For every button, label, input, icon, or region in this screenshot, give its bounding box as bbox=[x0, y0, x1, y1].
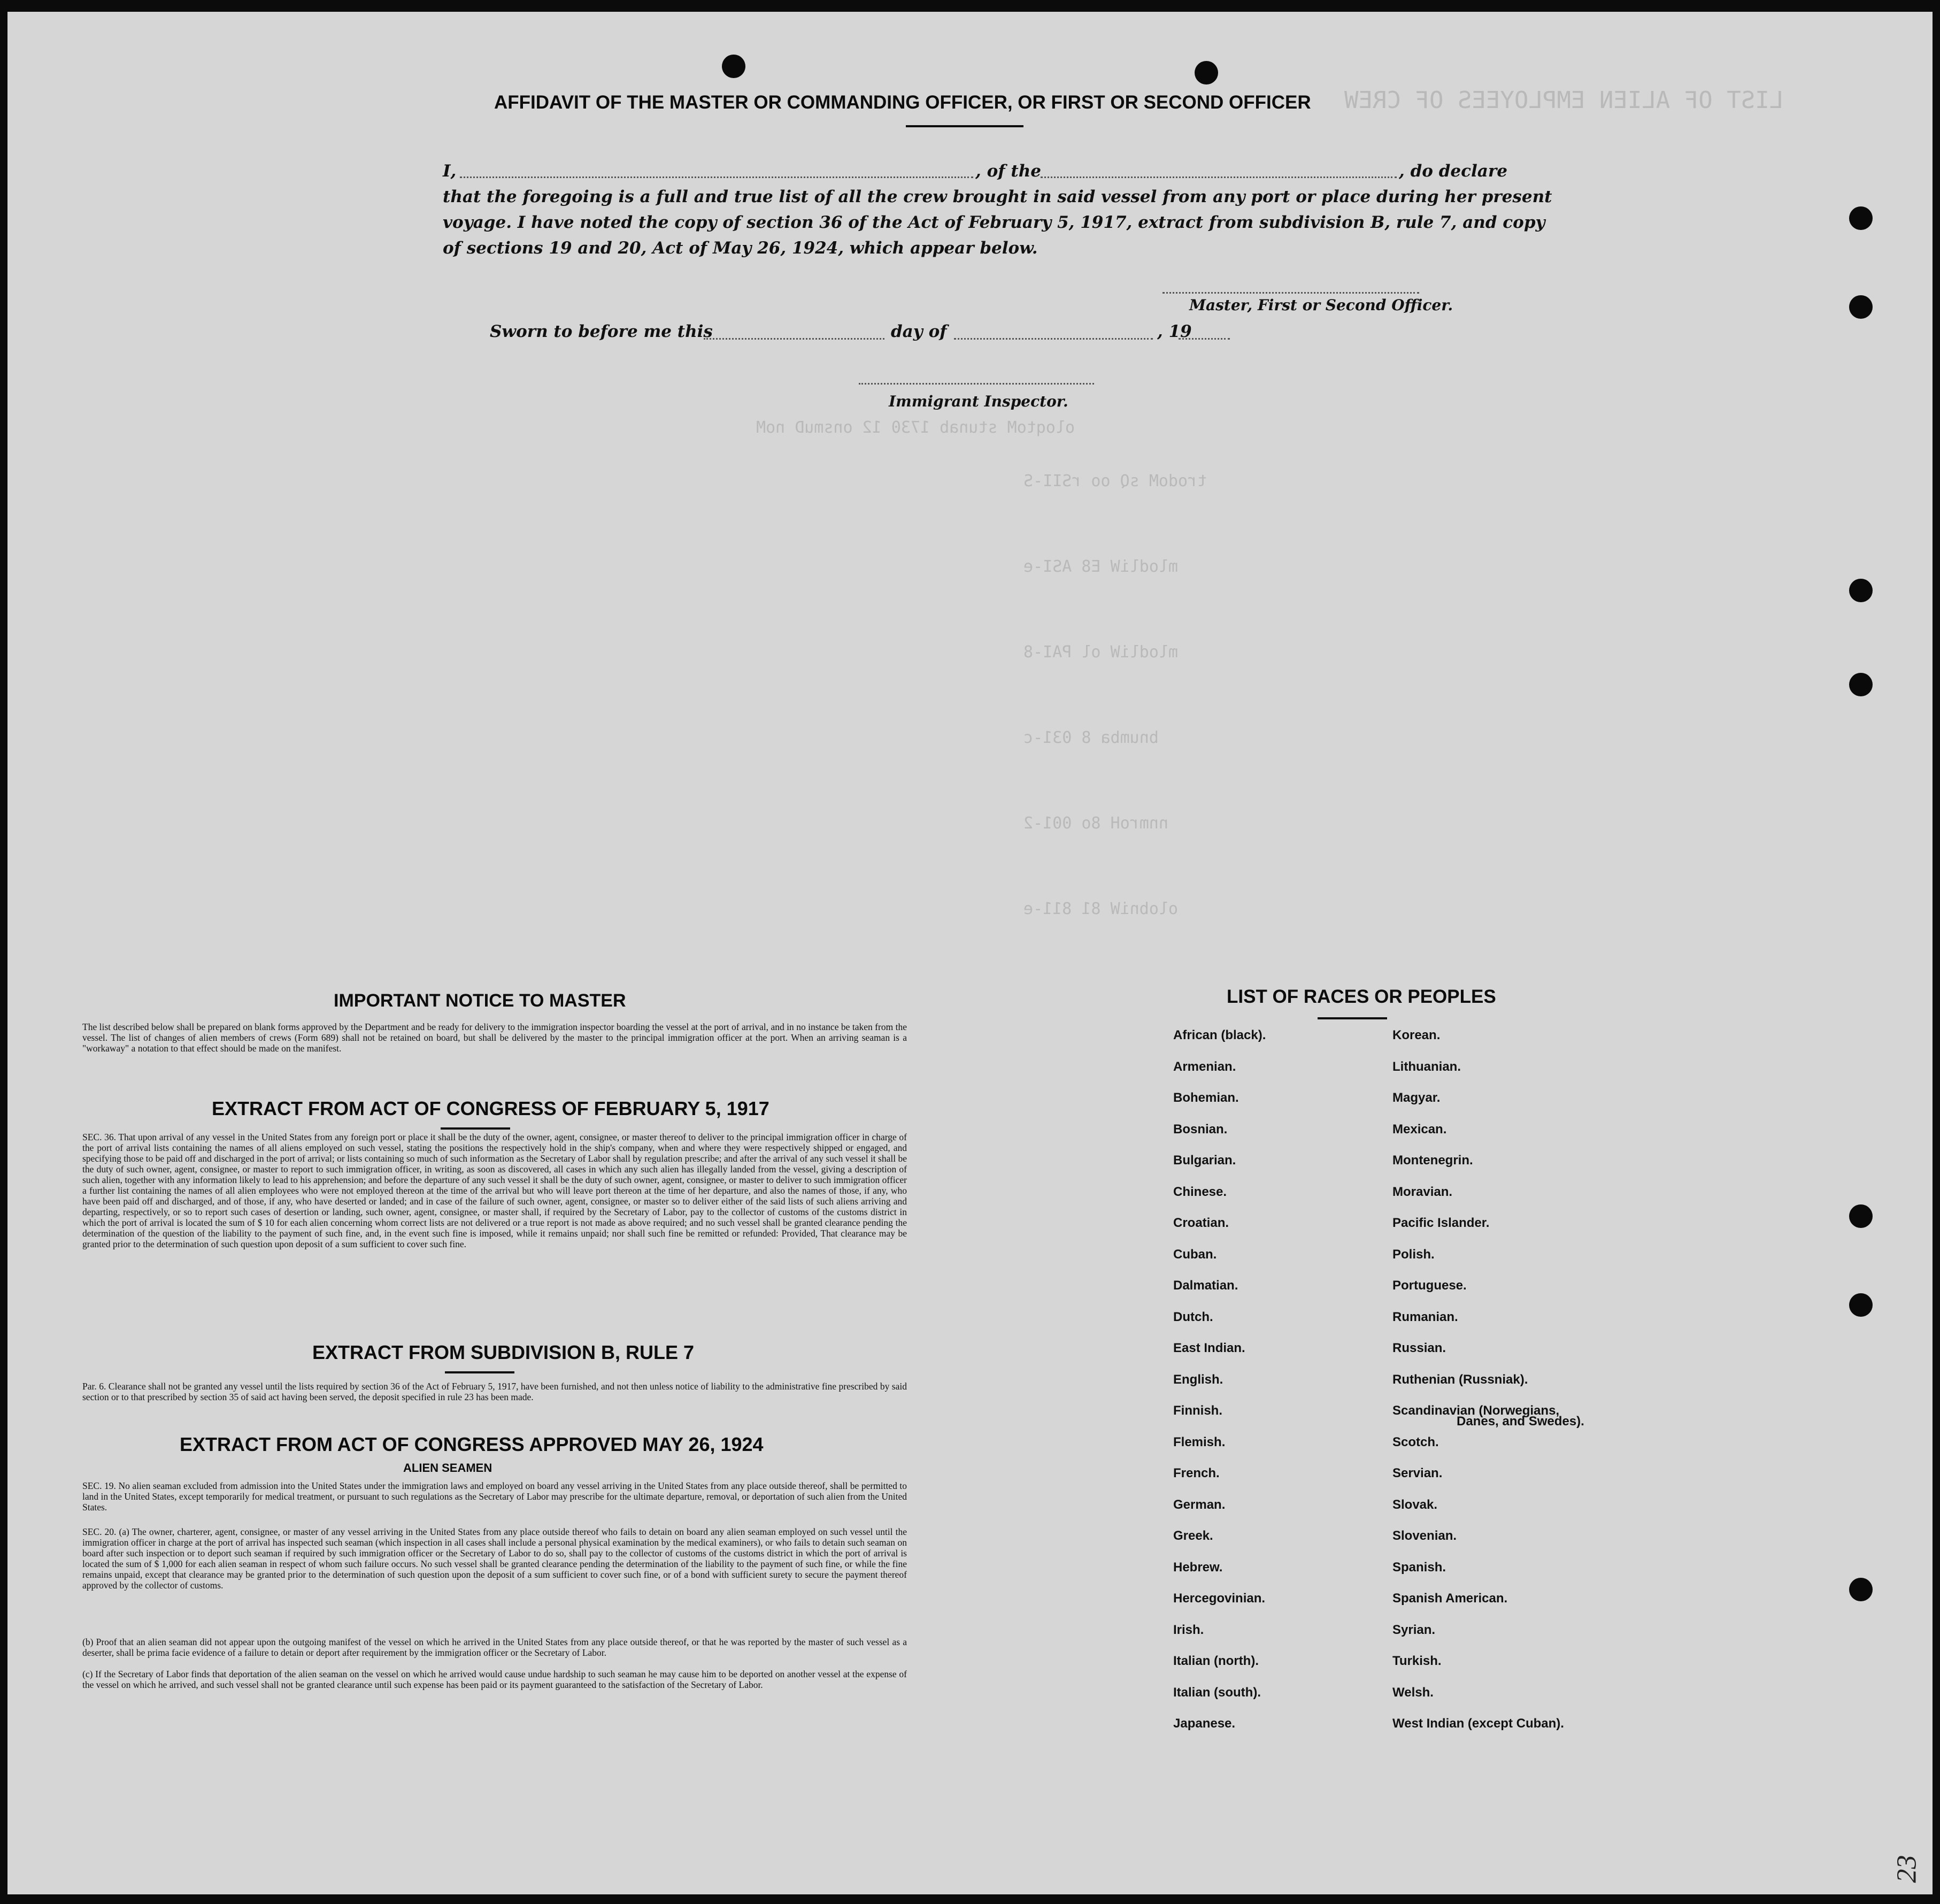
inspector-caption: Immigrant Inspector. bbox=[889, 393, 1068, 410]
day-label: day of bbox=[891, 322, 947, 341]
year-label: , 19 bbox=[1157, 322, 1192, 341]
race-item: Welsh. bbox=[1392, 1685, 1434, 1700]
affidavit-heading: AFFIDAVIT OF THE MASTER OR COMMANDING OFFICER, OR FIRST OR SECOND OFFICER bbox=[494, 92, 1311, 113]
extract-1917-text: SEC. 36. That upon arrival of any vessel in the United States from any foreign port or place it shall be the duty of the owner, agent, consignee, or master thereof to deliver to the principal immigration officer in charge of the port of arrival lists containing the names of all aliens employed on such vessel, stating the positions the respectively hold in the ship's company, when and where they were respectively shipped or engaged, and specifying those to be paid off and discharged in the port of arrival; or lists containing so much of such information as the Secretary of Labor shall by regulation prescribe; and after the arrival of any such vessel it shall be the duty of such owner, agent, consignee, or master to report to such immigration officer, in writing, as soon as discovered, all cases in which any such alien has illegally landed from the vessel, giving a description of such alien, together with any information likely to lead to his apprehension; and before the departure of any such vessel it shall be the duty of such owner, agent, consignee, or master to deliver to such immigration officer a further list containing the names of all alien employees who were not employed thereon at the time of the arrival but who will leave port thereon at the time of her departure, and also the names of those, if any, who have been paid off and discharged, and of those, if any, who have deserted or landed; and in case of the failure of such owner, agent, consignee, or master so to deliver either of the said lists of such aliens arriving and departing, respectively, or so to report such cases of desertion or landing, such owner, agent, consignee, or master shall, if required by the Secretary of Labor, pay to the collector of customs of the customs district in which the port of arrival is located the sum of $ 10 for each alien concerning whom correct lists are not delivered or a true report is not made as above required; and no such vessel shall be granted clearance pending the determination of the question of the liability to the payment of such fine, and, in the event such fine is imposed, while it remains unpaid; nor shall such fine be remitted or refunded: Provided, That clearance may be granted prior to the determination of such question upon deposit of a sum sufficient to cover such fine. bbox=[82, 1132, 907, 1249]
race-item: Bohemian. bbox=[1173, 1091, 1239, 1105]
alien-seamen-subheading: ALIEN SEAMEN bbox=[403, 1461, 492, 1475]
race-item: Portuguese. bbox=[1392, 1278, 1467, 1293]
punch-hole bbox=[1849, 1578, 1873, 1601]
heading-underline bbox=[1318, 1017, 1387, 1019]
race-item: Ruthenian (Russniak). bbox=[1392, 1372, 1528, 1387]
sec-20-b-text: (b) Proof that an alien seaman did not appear upon the outgoing manifest of the vessel on which he arrived in the United States from any place outside thereof, or that he was reported by the master of such vessel as a deserter, shall be prima facie evidence of a failure to detain or deport after requirement by the immigration officer or the Secretary of Labor. bbox=[82, 1637, 907, 1658]
race-item: Servian. bbox=[1392, 1466, 1443, 1480]
heading-underline bbox=[445, 1371, 514, 1373]
sec-20-c-text: (c) If the Secretary of Labor finds that deportation of the alien seaman on the vessel on which he arrived would cause undue hardship to such seaman he may cause him to be deported on another vessel at the expense of the vessel on which he arrived, and such vessel shall not be granted clearance until such expense has been paid or its payment guaranteed to the satisfaction of the Secretary of Labor. bbox=[82, 1669, 907, 1690]
bleed-through-row: mlodliW ol PAI-8 bbox=[1023, 643, 1178, 662]
year-line bbox=[1179, 338, 1230, 340]
rule7-text: Par. 6. Clearance shall not be granted any vessel until the lists required by section 36 of the Act of February 5, 1917, have been furnished, and not then unless notice of liability to the administrative fine prescribed by said section or to that prescribed by section 35 of said act having been served, the deposit specified in rule 23 has been made. bbox=[82, 1381, 907, 1402]
race-item: Slovenian. bbox=[1392, 1529, 1457, 1543]
punch-hole bbox=[1849, 206, 1873, 230]
race-item: Cuban. bbox=[1173, 1247, 1217, 1262]
race-item: Magyar. bbox=[1392, 1091, 1441, 1105]
affidavit-line-4: of sections 19 and 20, Act of May 26, 1924, which appear below. bbox=[443, 239, 1038, 258]
races-column-left bbox=[1173, 1028, 1376, 1748]
sworn-label: Sworn to before me this bbox=[490, 322, 713, 341]
bleed-through-row: nnmroH 8o 001-2 bbox=[1023, 814, 1168, 833]
punch-hole bbox=[1195, 61, 1218, 85]
notice-text: The list described below shall be prepared on blank forms approved by the Department and be ready for delivery to the immigration inspector boarding the vessel at the port of arrival, and in no instance be taken from the vessel. The list of changes of alien members of crews (Form 689) shall not be retained on board, but shall be delivered by the master to the principal immigration officer at the port. When an arriving seaman is a "workaway" a notation to that effect should be made on the manifest. bbox=[82, 1022, 907, 1054]
race-item: Scandinavian (Norwegians, bbox=[1392, 1403, 1560, 1418]
affidavit-do-declare: , do declare bbox=[1399, 162, 1507, 181]
heading-underline bbox=[906, 125, 1023, 127]
race-item: Flemish. bbox=[1173, 1434, 1226, 1449]
race-item: Greek. bbox=[1173, 1529, 1213, 1543]
race-item: Dalmatian. bbox=[1173, 1278, 1238, 1293]
bleed-through-row: bnumba 8 031-c bbox=[1023, 728, 1159, 747]
race-item: Slovak. bbox=[1392, 1497, 1438, 1512]
race-item: Chinese. bbox=[1173, 1184, 1227, 1199]
race-item: Korean. bbox=[1392, 1028, 1441, 1042]
race-item: Rumanian. bbox=[1392, 1309, 1458, 1324]
race-item: Polish. bbox=[1392, 1247, 1435, 1262]
race-item: Moravian. bbox=[1392, 1184, 1453, 1199]
race-item: Mexican. bbox=[1392, 1122, 1447, 1137]
race-item: Armenian. bbox=[1173, 1059, 1236, 1074]
inspector-line bbox=[859, 383, 1094, 385]
name-line bbox=[460, 176, 973, 178]
extract-1917-heading: EXTRACT FROM ACT OF CONGRESS OF FEBRUARY 5, 1917 bbox=[212, 1097, 769, 1119]
punch-hole bbox=[1849, 673, 1873, 696]
affidavit-i: I, bbox=[443, 162, 457, 181]
races-column-right bbox=[1392, 1028, 1628, 1748]
race-item: Spanish American. bbox=[1392, 1591, 1508, 1606]
manifest-page bbox=[7, 12, 1933, 1894]
race-item: Turkish. bbox=[1392, 1654, 1442, 1668]
race-item: Scotch. bbox=[1392, 1434, 1439, 1449]
race-item: East Indian. bbox=[1173, 1341, 1245, 1355]
race-item: Japanese. bbox=[1173, 1716, 1236, 1731]
month-line bbox=[954, 338, 1153, 340]
punch-hole bbox=[1849, 579, 1873, 602]
sec-19-text: SEC. 19. No alien seaman excluded from admission into the United States under the immigration laws and employed on board any vessel arriving in the United States from any place outside thereof, shall be permitted to land in the United States, except temporarily for medical treatment, or pursuant to such regulations as the Secretary of Labor may prescribe for the ultimate departure, removal, or deportation of such alien from the United States. bbox=[82, 1480, 907, 1513]
race-item: Irish. bbox=[1173, 1622, 1204, 1637]
bleed-through-row: olobniW 81 811-e bbox=[1023, 900, 1178, 918]
race-item: Syrian. bbox=[1392, 1622, 1436, 1637]
bleed-through-row: oloqtoM stunab 1730 12 onsmuD noM bbox=[756, 418, 1075, 437]
signature-caption: Master, First or Second Officer. bbox=[1189, 296, 1453, 314]
affidavit-line-3: voyage. I have noted the copy of section 36 of the Act of February 5, 1917, extract from subdivision B, rule 7, and copy bbox=[443, 213, 1545, 232]
vessel-line bbox=[1041, 176, 1397, 178]
bleed-through-row: trodoM sQ oo rSII-S bbox=[1023, 472, 1207, 490]
punch-hole bbox=[722, 55, 745, 78]
notice-heading: IMPORTANT NOTICE TO MASTER bbox=[334, 991, 626, 1011]
race-item: Dutch. bbox=[1173, 1309, 1213, 1324]
race-item: Montenegrin. bbox=[1392, 1153, 1473, 1168]
affidavit-of-the: , of the bbox=[975, 162, 1041, 181]
sworn-day-line bbox=[704, 338, 884, 340]
race-item: Lithuanian. bbox=[1392, 1059, 1461, 1074]
page-number: 23 bbox=[1891, 1855, 1922, 1883]
bleed-through-text: LIST OF ALIEN EMPLOYEES OF CREW bbox=[1344, 87, 1784, 114]
race-item: German. bbox=[1173, 1497, 1226, 1512]
punch-hole bbox=[1849, 295, 1873, 319]
races-heading: LIST OF RACES OR PEOPLES bbox=[1227, 986, 1496, 1007]
race-item: Bosnian. bbox=[1173, 1122, 1228, 1137]
sec-20-a-text: SEC. 20. (a) The owner, charterer, agent, consignee, or master of any vessel arriving in the United States from any place outside thereof who fails to detain on board any alien seaman employed on such vessel until the immigration officer in charge at the port of arrival has inspected such seaman (which inspection in all cases shall include a personal physical examination by the medical examiners), or who fails to detain such seaman on board after such inspection or to deport such seaman if required by such immigration officer or the Secretary of Labor to do so, shall pay to the collector of customs of the customs district in which the port of arrival is located the sum of $ 1,000 for each alien seaman in respect of whom such failure occurs. No such vessel shall be granted clearance pending the determination of the liability to the payment of such fine, or while the fine remains unpaid, except that clearance may be granted prior to the determination of such question upon the deposit of a sum sufficient to cover such fine, or of a bond with sufficient surety to secure the payment thereof approved by the collector of customs. bbox=[82, 1526, 907, 1591]
rule7-heading: EXTRACT FROM SUBDIVISION B, RULE 7 bbox=[312, 1341, 695, 1363]
race-item: Croatian. bbox=[1173, 1216, 1229, 1230]
race-item: Italian (south). bbox=[1173, 1685, 1261, 1700]
race-item: African (black). bbox=[1173, 1028, 1266, 1042]
race-item: French. bbox=[1173, 1466, 1220, 1480]
race-item: Hebrew. bbox=[1173, 1560, 1223, 1575]
race-item: Hercegovinian. bbox=[1173, 1591, 1266, 1606]
signature-line bbox=[1163, 292, 1419, 294]
race-item: Russian. bbox=[1392, 1341, 1446, 1355]
extract-1924-heading: EXTRACT FROM ACT OF CONGRESS APPROVED MAY 26, 1924 bbox=[180, 1433, 764, 1455]
punch-hole bbox=[1849, 1293, 1873, 1317]
race-item: Italian (north). bbox=[1173, 1654, 1259, 1668]
race-item: Spanish. bbox=[1392, 1560, 1446, 1575]
affidavit-line-2: that the foregoing is a full and true list of all the crew brought in said vessel from any port or place during her present bbox=[443, 187, 1552, 206]
race-item: West Indian (except Cuban). bbox=[1392, 1716, 1564, 1731]
race-item-continuation: Danes, and Swedes). bbox=[1457, 1414, 1584, 1429]
race-item: Finnish. bbox=[1173, 1403, 1222, 1418]
race-item: English. bbox=[1173, 1372, 1223, 1387]
bleed-through-row: mlodliW E8 ASI-e bbox=[1023, 557, 1178, 576]
heading-underline bbox=[441, 1127, 510, 1130]
race-item: Pacific Islander. bbox=[1392, 1216, 1490, 1230]
race-item: Bulgarian. bbox=[1173, 1153, 1236, 1168]
punch-hole bbox=[1849, 1204, 1873, 1228]
